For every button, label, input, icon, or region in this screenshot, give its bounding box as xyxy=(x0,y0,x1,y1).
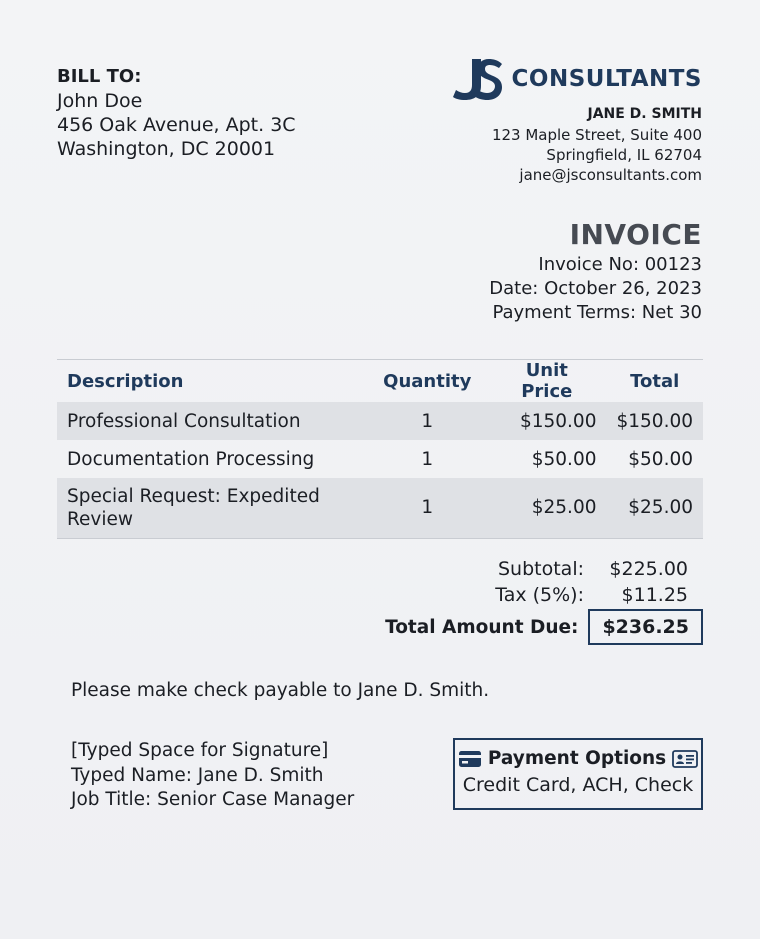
row-description-cell xyxy=(57,478,367,538)
signature-section xyxy=(71,739,354,813)
payment-note: Please make check payable to Jane D. Smith. xyxy=(71,680,490,701)
table-row xyxy=(57,440,703,478)
row-description: Special Request: Expedited Review xyxy=(67,485,320,530)
row-unit-price: $50.00 xyxy=(531,448,597,470)
signature-title: Job Title: Senior Case Manager xyxy=(71,789,355,810)
bill-to-heading: BILL TO: xyxy=(57,66,142,87)
table-header-row xyxy=(57,360,703,403)
credit-card-icon xyxy=(458,750,482,768)
row-total: $50.00 xyxy=(628,448,693,470)
payment-terms: Payment Terms: Net 30 xyxy=(492,302,702,323)
row-total: $25.00 xyxy=(628,497,693,519)
subtotal-row xyxy=(464,556,688,582)
row-total: $150.00 xyxy=(616,410,693,432)
payment-methods: Credit Card, ACH, Check xyxy=(462,774,694,796)
payment-options-header xyxy=(455,748,701,769)
subtotal-value: $225.00 xyxy=(609,558,688,580)
company-name: CONSULTANTS xyxy=(511,66,702,92)
total-due-label: Total Amount Due: xyxy=(385,616,579,638)
company-logo xyxy=(452,56,702,102)
header-description: Description xyxy=(67,370,184,392)
tax-row xyxy=(464,582,688,608)
invoice-title: INVOICE xyxy=(569,218,702,251)
totals-section xyxy=(464,556,688,608)
bill-to-street: 456 Oak Avenue, Apt. 3C xyxy=(57,114,296,136)
total-due-value: $236.25 xyxy=(588,609,703,645)
row-unit-price: $25.00 xyxy=(531,497,597,519)
sender-name: JANE D. SMITH xyxy=(587,106,702,122)
row-unit-price: $150.00 xyxy=(519,410,597,432)
tax-label: Tax (5%): xyxy=(495,584,584,606)
sender-section xyxy=(492,106,702,185)
js-logo-icon xyxy=(452,56,504,102)
sender-email: jane@jsconsultants.com xyxy=(519,166,702,184)
bill-to-name: John Doe xyxy=(57,90,143,112)
id-card-icon xyxy=(672,750,698,768)
invoice-number: Invoice No: 00123 xyxy=(538,254,702,275)
total-due-row xyxy=(385,609,703,645)
tax-value: $11.25 xyxy=(621,584,688,606)
payment-options-box xyxy=(453,738,703,810)
bill-to-section xyxy=(57,66,296,161)
row-description: Documentation Processing xyxy=(67,448,315,470)
row-quantity: 1 xyxy=(421,497,434,519)
table-row xyxy=(57,478,703,538)
bill-to-city: Washington, DC 20001 xyxy=(57,138,276,160)
payment-options-title: Payment Options xyxy=(487,748,667,769)
invoice-info xyxy=(489,218,702,325)
signature-placeholder: [Typed Space for Signature] xyxy=(71,740,329,761)
sender-city: Springfield, IL 62704 xyxy=(546,146,702,164)
signature-name: Typed Name: Jane D. Smith xyxy=(71,764,324,786)
header-total: Total xyxy=(630,370,680,392)
header-quantity: Quantity xyxy=(383,370,472,392)
table-row xyxy=(57,402,703,440)
line-items-table xyxy=(57,359,703,539)
sender-street: 123 Maple Street, Suite 400 xyxy=(491,126,702,144)
subtotal-label: Subtotal: xyxy=(497,558,584,580)
header-unit-price: Unit Price xyxy=(521,360,573,402)
invoice-date: Date: October 26, 2023 xyxy=(489,278,702,299)
row-quantity: 1 xyxy=(421,448,434,470)
row-quantity: 1 xyxy=(421,410,434,432)
row-description: Professional Consultation xyxy=(67,410,301,432)
